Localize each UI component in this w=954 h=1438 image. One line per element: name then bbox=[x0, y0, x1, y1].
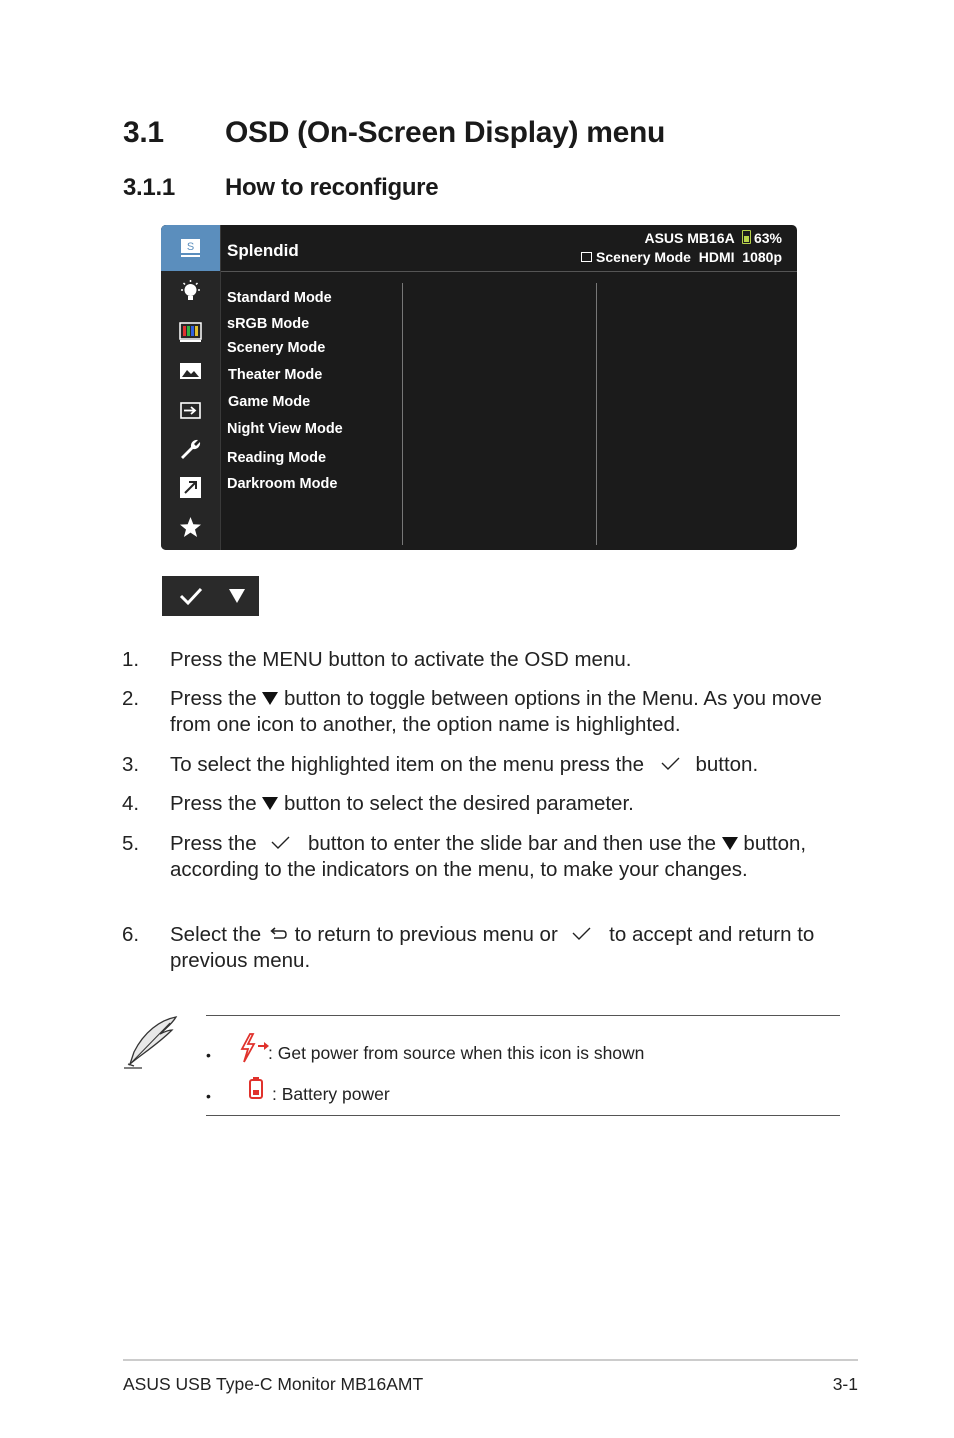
step-text-part: to return to previous menu or bbox=[288, 923, 564, 946]
checkmark-icon bbox=[650, 755, 690, 773]
step-text bbox=[170, 922, 840, 974]
subsection-number: 3.1.1 bbox=[123, 174, 175, 201]
step-number: 6. bbox=[122, 923, 140, 946]
down-triangle-icon bbox=[228, 588, 246, 604]
input-select-icon bbox=[178, 398, 203, 423]
battery-icon bbox=[742, 230, 751, 244]
section-title: OSD (On-Screen Display) menu bbox=[225, 116, 666, 149]
step-text bbox=[170, 791, 840, 817]
step-text-part: button, according to the indicators on the menu, to make your changes. bbox=[170, 832, 807, 881]
note-power-source-text: : Get power from source when this icon is shown bbox=[268, 1043, 645, 1063]
column-divider bbox=[596, 283, 597, 545]
battery-level: 63% bbox=[753, 230, 782, 246]
wrench-icon bbox=[178, 437, 203, 462]
step-number: 1. bbox=[122, 648, 140, 671]
splendid-icon bbox=[178, 236, 203, 261]
step-text-part: button to enter the slide bar and then use the bbox=[302, 832, 722, 855]
step-text-part: Press the bbox=[170, 792, 263, 815]
checkmark-icon bbox=[178, 585, 204, 607]
menu-item-theater-mode: Theater Mode bbox=[228, 367, 323, 383]
menu-item-darkroom-mode: Darkroom Mode bbox=[227, 476, 338, 492]
step-number: 5. bbox=[122, 832, 140, 855]
step-text-part: Press the MENU button to activate the OSD menu. bbox=[170, 648, 632, 671]
menu-item-srgb-mode: sRGB Mode bbox=[227, 316, 310, 332]
note-bullet: • bbox=[206, 1088, 211, 1104]
step-text bbox=[170, 647, 840, 673]
footer-product-name: ASUS USB Type-C Monitor MB16AMT bbox=[123, 1374, 424, 1394]
down-triangle-icon bbox=[262, 692, 278, 705]
osd-model-info bbox=[644, 230, 782, 246]
menu-item-standard-mode: Standard Mode bbox=[227, 290, 332, 306]
step-text bbox=[170, 686, 840, 738]
column-divider bbox=[402, 283, 403, 545]
osd-header bbox=[221, 225, 797, 272]
osd-button-bar bbox=[162, 576, 259, 616]
footer-rule bbox=[123, 1359, 858, 1361]
power-source-icon bbox=[238, 1032, 272, 1064]
osd-status: Scenery Mode HDMI 1080p bbox=[596, 249, 782, 265]
step-number: 3. bbox=[122, 753, 140, 776]
model-name: ASUS MB16A bbox=[644, 230, 735, 246]
color-bars-icon bbox=[178, 319, 203, 344]
note-top-rule bbox=[206, 1015, 840, 1016]
note-bottom-rule bbox=[206, 1115, 840, 1116]
osd-menu-screenshot bbox=[161, 225, 797, 550]
image-icon bbox=[178, 359, 203, 384]
note-bullet: • bbox=[206, 1047, 211, 1063]
menu-item-game-mode: Game Mode bbox=[228, 394, 311, 410]
checkmark-icon bbox=[563, 925, 603, 943]
down-triangle-icon bbox=[722, 837, 738, 850]
step-number: 2. bbox=[122, 687, 140, 710]
step-text-part: Select the bbox=[170, 923, 267, 946]
step-text bbox=[170, 752, 840, 778]
down-triangle-icon bbox=[262, 797, 278, 810]
step-text bbox=[170, 831, 840, 883]
page-number: 3-1 bbox=[832, 1374, 858, 1394]
step-text-part: To select the highlighted item on the menu press the bbox=[170, 753, 650, 776]
return-icon bbox=[267, 927, 289, 943]
note-battery-text: : Battery power bbox=[272, 1084, 390, 1104]
star-icon bbox=[178, 515, 203, 540]
step-number: 4. bbox=[122, 792, 140, 815]
menu-item-reading-mode: Reading Mode bbox=[227, 450, 327, 466]
step-text-part: Press the bbox=[170, 832, 263, 855]
osd-status-info bbox=[581, 249, 782, 265]
checkmark-icon bbox=[262, 834, 302, 852]
shortcut-icon bbox=[178, 475, 203, 500]
osd-title: Splendid bbox=[227, 241, 299, 260]
step-text-part: button to toggle between options in the Menu. As you move from one icon to another, the option name is highlighted. bbox=[170, 687, 822, 736]
step-text-part: Press the bbox=[170, 687, 263, 710]
osd-sidebar bbox=[161, 225, 221, 550]
subsection-title: How to reconfigure bbox=[225, 174, 439, 201]
menu-item-scenery-mode: Scenery Mode bbox=[227, 340, 326, 356]
lightbulb-icon bbox=[178, 279, 203, 304]
note-quill-icon bbox=[120, 1014, 182, 1072]
menu-item-night-view-mode: Night View Mode bbox=[227, 421, 343, 437]
section-number: 3.1 bbox=[123, 116, 164, 149]
step-text-part: button to select the desired parameter. bbox=[278, 792, 634, 815]
svg-text:S: S bbox=[186, 241, 195, 253]
mode-icon bbox=[581, 252, 592, 262]
battery-power-icon bbox=[248, 1076, 264, 1100]
step-text-part: to accept and return to previous menu. bbox=[170, 923, 815, 972]
step-text-part: button. bbox=[689, 753, 759, 776]
